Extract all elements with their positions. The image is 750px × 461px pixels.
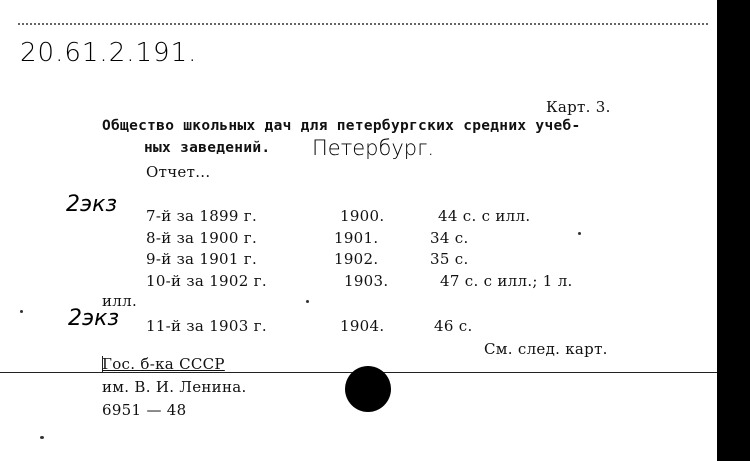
entry-wrap-text: илл.	[102, 292, 138, 310]
report-label: Отчет...	[146, 163, 211, 181]
entry-pages: 44 с. с илл.	[438, 207, 531, 225]
library-code: 6951 — 48	[102, 401, 187, 419]
margin-mark-2: 2экз	[68, 306, 120, 331]
entry-issue: 10-й за 1902 г.	[146, 272, 267, 290]
library-name: Гос. б-ка СССР	[102, 355, 225, 373]
entry-year: 1903.	[344, 272, 389, 290]
see-next-card: См. след. карт.	[484, 340, 608, 358]
speck	[578, 232, 581, 235]
top-dotted-border	[18, 23, 708, 25]
card-label: Карт. 3.	[546, 98, 611, 116]
speck	[306, 300, 309, 303]
title-line-1: Общество школьных дач для петербургских средних учеб-	[102, 118, 581, 134]
entry-issue: 9-й за 1901 г.	[146, 250, 258, 268]
entry-issue: 8-й за 1900 г.	[146, 229, 258, 247]
entry-pages: 46 с.	[434, 317, 473, 335]
speck	[40, 436, 44, 439]
entry-year: 1904.	[340, 317, 385, 335]
punch-hole	[345, 366, 391, 412]
entry-year: 1900.	[340, 207, 385, 225]
entry-pages: 34 с.	[430, 229, 469, 247]
entry-issue: 11-й за 1903 г.	[146, 317, 267, 335]
entry-year: 1902.	[334, 250, 379, 268]
entry-issue: 7-й за 1899 г.	[146, 207, 258, 225]
speck	[20, 310, 23, 313]
call-number: 20.61.2.191.	[20, 38, 198, 68]
card-edge	[717, 0, 750, 461]
entry-year: 1901.	[334, 229, 379, 247]
library-name-2: им. В. И. Ленина.	[102, 378, 247, 396]
title-line-2: ных заведений.	[144, 140, 271, 156]
entry-pages: 47 с. с илл.; 1 л.	[440, 272, 573, 290]
entry-pages: 35 с.	[430, 250, 469, 268]
margin-mark-1: 2экз	[66, 192, 118, 217]
title-handwritten: Петербург.	[312, 136, 435, 160]
